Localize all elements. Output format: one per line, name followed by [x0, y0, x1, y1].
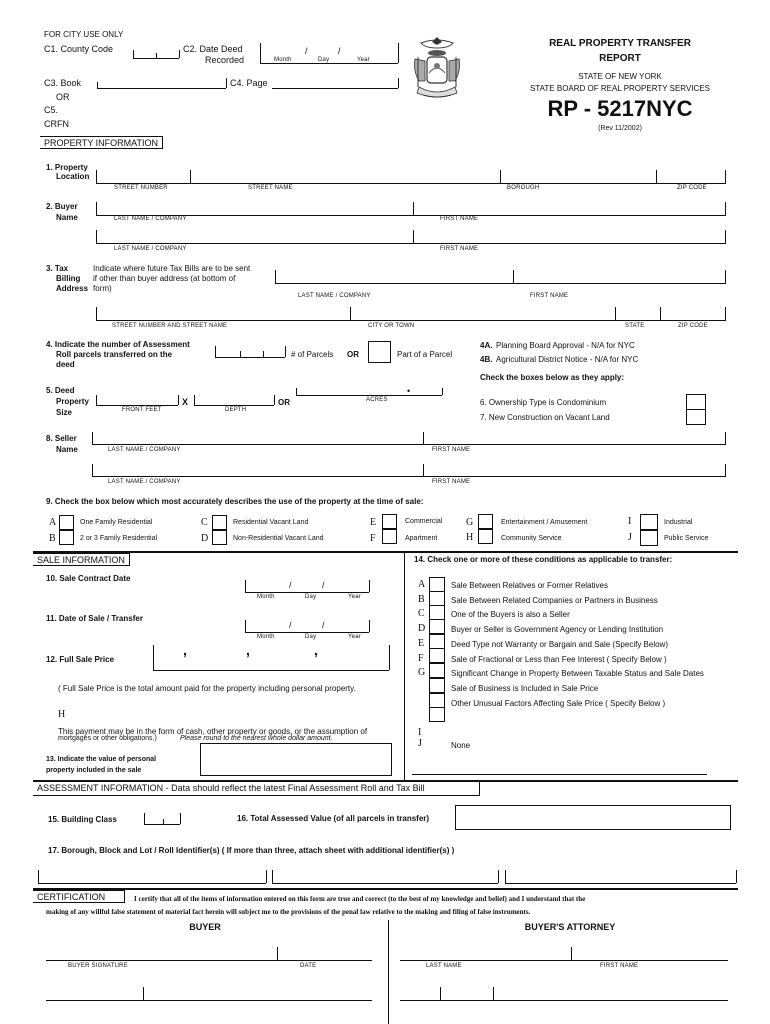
- field-tick: [725, 202, 726, 215]
- buyer-name-label: 2. Buyer: [46, 202, 78, 211]
- first-name-label: FIRST NAME: [432, 479, 471, 485]
- use-checkbox-j[interactable]: [640, 530, 658, 546]
- condition-checkbox-i[interactable]: [429, 693, 445, 708]
- parcels-label-3: deed: [56, 360, 75, 369]
- county-code-label: C1. County Code: [44, 44, 114, 54]
- condition-label-b: Sale Between Related Companies or Partners in Business: [451, 596, 658, 605]
- condition-checkbox-j[interactable]: [429, 707, 445, 722]
- condition-letter: E: [418, 638, 425, 649]
- condition-label-d: Buyer or Seller is Government Agency or Lending Institution: [451, 625, 664, 634]
- or-label: OR: [347, 350, 359, 359]
- condition-label-c: One of the Buyers is also a Seller: [451, 610, 570, 619]
- last-name-company-label: LAST NAME / COMPANY: [108, 447, 181, 453]
- or-label: OR: [278, 398, 290, 407]
- condition-label-e: Deed Type not Warranty or Bargain and Sale (Specify Below): [451, 640, 668, 649]
- date-slash: /: [322, 580, 325, 590]
- planning-board-label: Planning Board Approval - N/A for NYC: [496, 341, 635, 350]
- field-tick: [493, 987, 494, 1000]
- deed-size-label-3: Size: [56, 408, 73, 417]
- form-title: REAL PROPERTY TRANSFER: [549, 38, 691, 49]
- full-sale-price-field[interactable]: [153, 670, 389, 671]
- assessment-information-header: ASSESSMENT INFORMATION - Data should reflect the latest Final Assessment Roll and Tax Bill: [33, 781, 480, 796]
- condition-label-g: Significant Change in Property Between Taxable Status and Sale Dates: [451, 669, 704, 678]
- field-tick: [275, 270, 276, 283]
- none-label: None: [451, 741, 471, 750]
- street-number-label: STREET NUMBER: [114, 185, 168, 191]
- payment-note-2: mortgages or other obligations.): [58, 735, 157, 742]
- building-class-label: 15. Building Class: [48, 815, 117, 824]
- buyer-heading: BUYER: [189, 922, 221, 932]
- date-label: DATE: [300, 963, 317, 969]
- use-label-a: One Family Residential: [80, 519, 153, 526]
- field-tick: [272, 870, 273, 883]
- field-tick: [277, 947, 278, 960]
- thousands-comma: ,: [246, 642, 250, 658]
- field-tick: [736, 870, 737, 883]
- last-name-company-label: LAST NAME / COMPANY: [108, 479, 181, 485]
- conditions-explanation-field[interactable]: [412, 774, 707, 775]
- field-tick: [274, 395, 275, 405]
- zip-code-label: ZIP CODE: [677, 185, 707, 191]
- attorney-first-name-label: FIRST NAME: [600, 963, 639, 969]
- certification-header: CERTIFICATION: [33, 890, 125, 903]
- column-divider: [404, 553, 405, 781]
- use-letter: F: [370, 533, 376, 544]
- condition-letter: F: [418, 653, 424, 664]
- date-slash: /: [338, 46, 341, 56]
- ny-state-seal-icon: [407, 33, 467, 123]
- use-checkbox-h[interactable]: [478, 529, 493, 544]
- use-checkbox-f[interactable]: [382, 529, 397, 544]
- buyer-name-field-1[interactable]: [96, 215, 726, 216]
- use-checkbox-b[interactable]: [59, 530, 74, 545]
- check-boxes-instruction: Check the boxes below as they apply:: [480, 373, 625, 382]
- acres-decimal-point: •: [407, 386, 411, 396]
- property-location-label: 1. Property: [46, 163, 88, 172]
- last-name-company-label: LAST NAME / COMPANY: [114, 246, 187, 252]
- depth-field[interactable]: [194, 405, 274, 406]
- planning-4a-number: 4A.: [480, 341, 493, 350]
- crfn-label-2: CRFN: [44, 119, 69, 129]
- form-revision: (Rev 11/2002): [598, 125, 642, 132]
- condition-label-i: Other Unusual Factors Affecting Sale Price ( Specify Below ): [451, 699, 666, 708]
- personal-property-label-2: property included in the sale: [46, 767, 142, 774]
- field-tick: [350, 307, 351, 320]
- parcels-label-2: Roll parcels transferred on the: [56, 350, 173, 359]
- transfer-date-field[interactable]: [245, 632, 369, 633]
- field-tick: [260, 43, 261, 63]
- state-col-label: STATE: [625, 323, 645, 329]
- attorney-name-field[interactable]: [400, 960, 728, 961]
- condominium-label: 6. Ownership Type is Condominium: [480, 398, 607, 407]
- condition-letter: A: [418, 579, 426, 590]
- use-letter: C: [201, 517, 208, 528]
- field-tick: [725, 432, 726, 444]
- buyer-signature-field[interactable]: [46, 960, 372, 961]
- seller-name-label-2: Name: [56, 445, 78, 454]
- field-tick: [153, 645, 154, 670]
- field-tick: [190, 170, 191, 183]
- form-number: RP - 5217NYC: [547, 96, 693, 121]
- use-checkbox-c[interactable]: [212, 515, 227, 530]
- condition-label-h: Sale of Business is Included in Sale Price: [451, 684, 599, 693]
- field-tick: [615, 307, 616, 320]
- date-recorded-label: C2. Date Deed: [183, 44, 243, 54]
- h-letter: H: [58, 709, 66, 720]
- size-x-separator: X: [182, 397, 189, 407]
- tax-billing-desc-2: if other than buyer address (at bottom of: [93, 274, 236, 283]
- condition-label-a: Sale Between Relatives or Former Relatives: [451, 581, 608, 590]
- seller-name-label: 8. Seller: [46, 434, 77, 443]
- field-tick: [245, 620, 246, 632]
- use-label-d: Non-Residential Vacant Land: [233, 535, 324, 542]
- use-label-f: Apartment: [405, 535, 438, 542]
- use-label-j: Public Service: [664, 535, 709, 542]
- use-label-g: Entertainment / Amusement: [501, 519, 588, 526]
- field-tick: [38, 870, 39, 883]
- deed-size-label: 5. Deed: [46, 386, 75, 395]
- use-letter: I: [628, 516, 632, 527]
- seller-name-field-2[interactable]: [92, 476, 726, 477]
- use-checkbox-g[interactable]: [478, 514, 493, 529]
- page-label: C4. Page: [230, 78, 268, 88]
- property-information-header: PROPERTY INFORMATION: [40, 136, 163, 149]
- condition-label-f: Sale of Fractional or Less than Fee Interest ( Specify Below ): [451, 655, 667, 664]
- condition-checkbox-d[interactable]: [429, 619, 445, 634]
- date-recorded-label-2: Recorded: [205, 55, 245, 65]
- total-assessed-label: 16. Total Assessed Value (of all parcels in transfer): [237, 814, 430, 823]
- borough-label: BOROUGH: [507, 185, 540, 191]
- parcels-label: 4. Indicate the number of Assessment: [46, 340, 190, 349]
- certification-text: I certify that all of the items of information entered on this form are true and correct (to the best of my knowledge and belief) and I understand that the: [134, 895, 586, 903]
- field-tick: [725, 230, 726, 243]
- sale-information-header: SALE INFORMATION: [33, 553, 130, 566]
- acres-field[interactable]: [296, 395, 442, 396]
- use-label-c: Residential Vacant Land: [233, 519, 309, 526]
- agri-4b-number: 4B.: [480, 355, 493, 364]
- day-label: Day: [318, 57, 330, 63]
- year-label: Year: [348, 634, 361, 640]
- attorney-last-name-label: LAST NAME: [426, 963, 462, 969]
- field-tick: [440, 987, 441, 1000]
- personal-property-field[interactable]: [200, 743, 392, 776]
- personal-property-label: 13. Indicate the value of personal: [46, 756, 157, 763]
- use-letter: A: [49, 517, 57, 528]
- use-checkbox-i[interactable]: [640, 514, 658, 530]
- attorney-phone-field[interactable]: [400, 1000, 728, 1001]
- payment-note: This payment may be in the form of cash, other property or goods, or the assumption of: [58, 727, 368, 736]
- field-tick: [369, 620, 370, 632]
- date-slash: /: [289, 620, 292, 630]
- field-tick: [92, 464, 93, 476]
- field-tick: [96, 230, 97, 243]
- use-letter: E: [370, 517, 377, 528]
- book-field[interactable]: [97, 88, 226, 89]
- city-or-town-label: CITY OR TOWN: [368, 323, 415, 329]
- field-tick: [656, 170, 657, 183]
- deed-size-label-2: Property: [56, 397, 89, 406]
- buyer-signature-label: BUYER SIGNATURE: [68, 963, 128, 969]
- field-tick: [143, 987, 144, 1000]
- part-of-parcel-label: Part of a Parcel: [397, 350, 453, 359]
- field-tick: [571, 947, 572, 960]
- buyer-name-label-2: Name: [56, 213, 78, 222]
- field-tick: [442, 388, 443, 395]
- month-label: Month: [274, 57, 292, 63]
- conditions-title: 14. Check one or more of these conditions as applicable to transfer:: [414, 555, 673, 564]
- building-class-field[interactable]: [144, 824, 180, 825]
- field-tick: [96, 307, 97, 320]
- field-tick: [505, 870, 506, 883]
- field-tick: [498, 870, 499, 883]
- condition-checkbox-a[interactable]: [429, 577, 445, 592]
- condition-checkbox-h[interactable]: [429, 678, 445, 693]
- county-code-field[interactable]: [133, 58, 179, 59]
- field-tick: [156, 53, 157, 58]
- front-feet-label: FRONT FEET: [122, 407, 162, 413]
- buyer-name-field-2[interactable]: [96, 243, 726, 244]
- use-checkbox-a[interactable]: [59, 515, 74, 530]
- last-name-company-label: LAST NAME / COMPANY: [298, 293, 371, 299]
- thousands-comma: ,: [314, 642, 318, 658]
- field-tick: [178, 395, 179, 405]
- field-tick: [180, 813, 181, 824]
- roll-identifier-field-2[interactable]: [272, 883, 498, 884]
- condition-checkbox-c[interactable]: [429, 605, 445, 620]
- field-tick: [660, 307, 661, 320]
- date-recorded-field[interactable]: [260, 63, 398, 64]
- front-feet-field[interactable]: [96, 405, 178, 406]
- field-tick: [725, 170, 726, 183]
- field-tick: [285, 346, 286, 357]
- field-tick: [240, 351, 241, 357]
- condition-letter: C: [418, 608, 425, 619]
- num-parcels-field[interactable]: [215, 357, 285, 358]
- use-letter: J: [628, 532, 632, 543]
- transfer-date-label: 11. Date of Sale / Transfer: [46, 614, 143, 623]
- for-city-use-label: FOR CITY USE ONLY: [44, 30, 124, 39]
- field-tick: [725, 464, 726, 476]
- first-name-label: FIRST NAME: [530, 293, 569, 299]
- condition-checkbox-f[interactable]: [429, 648, 445, 663]
- or-label: OR: [56, 92, 70, 102]
- condition-letter: G: [418, 667, 426, 678]
- roll-identifier-field-3[interactable]: [505, 883, 736, 884]
- agricultural-district-label: Agricultural District Notice - N/A for NYC: [496, 355, 639, 364]
- num-parcels-label: # of Parcels: [291, 350, 334, 359]
- field-tick: [413, 230, 414, 243]
- certification-text-2: making of any willful false statement of material fact herein will subject me to the provisions of the penal law relative to the making and filing of false instruments.: [46, 908, 531, 916]
- tax-billing-address-field[interactable]: [96, 320, 726, 321]
- date-slash: /: [322, 620, 325, 630]
- total-assessed-field[interactable]: [455, 805, 731, 830]
- month-label: Month: [257, 594, 275, 600]
- tax-billing-label-3: Address: [56, 284, 89, 293]
- contract-date-label: 10. Sale Contract Date: [46, 574, 131, 583]
- new-construction-label: 7. New Construction on Vacant Land: [480, 413, 610, 422]
- month-label: Month: [257, 634, 275, 640]
- field-tick: [389, 645, 390, 670]
- condition-checkbox-e[interactable]: [429, 634, 445, 649]
- field-tick: [245, 580, 246, 592]
- last-name-company-label: LAST NAME / COMPANY: [114, 216, 187, 222]
- state-label: STATE OF NEW YORK: [578, 72, 662, 81]
- tax-billing-desc: Indicate where future Tax Bills are to be sent: [93, 264, 251, 273]
- contract-date-field[interactable]: [245, 592, 369, 593]
- first-name-label: FIRST NAME: [440, 246, 479, 252]
- form-title-2: REPORT: [599, 53, 641, 64]
- field-tick: [194, 395, 195, 405]
- field-tick: [144, 813, 145, 824]
- full-sale-price-label: 12. Full Sale Price: [46, 655, 115, 664]
- day-label: Day: [305, 634, 317, 640]
- field-tick: [413, 202, 414, 215]
- column-divider: [388, 920, 389, 1024]
- buyer-address-field[interactable]: [46, 1000, 372, 1001]
- field-tick: [266, 870, 267, 883]
- condition-letter: D: [418, 623, 426, 634]
- use-label-e: Commercial: [405, 518, 443, 525]
- field-tick: [226, 78, 227, 88]
- field-tick: [96, 395, 97, 405]
- full-price-note: ( Full Sale Price is the total amount paid for the property including personal property.: [58, 684, 356, 693]
- tax-billing-desc-3: form): [93, 284, 112, 293]
- condominium-checkbox[interactable]: [686, 394, 706, 410]
- field-tick: [92, 432, 93, 444]
- page-field[interactable]: [272, 88, 398, 89]
- crfn-label: C5.: [44, 105, 59, 115]
- i-letter: I: [418, 727, 422, 738]
- field-tick: [133, 50, 134, 58]
- field-tick: [96, 202, 97, 215]
- field-tick: [296, 388, 297, 395]
- tax-billing-label: 3. Tax: [46, 264, 69, 273]
- field-tick: [215, 346, 216, 357]
- property-use-question: 9. Check the box below which most accurately describes the use of the property at the time of sale:: [46, 497, 424, 506]
- part-of-parcel-checkbox[interactable]: [368, 341, 391, 363]
- use-letter: G: [466, 517, 474, 528]
- use-letter: D: [201, 533, 209, 544]
- depth-label: DEPTH: [225, 407, 247, 413]
- use-checkbox-e[interactable]: [382, 514, 397, 529]
- book-label: C3. Book: [44, 78, 82, 88]
- first-name-label: FIRST NAME: [440, 216, 479, 222]
- field-tick: [163, 819, 164, 824]
- use-label-b: 2 or 3 Family Residential: [80, 535, 158, 542]
- year-label: Year: [348, 594, 361, 600]
- field-tick: [500, 170, 501, 183]
- field-tick: [725, 307, 726, 320]
- street-number-and-name-label: STREET NUMBER AND STREET NAME: [112, 323, 228, 329]
- tax-billing-name-field[interactable]: [275, 283, 726, 284]
- field-tick: [423, 464, 424, 476]
- buyers-attorney-heading: BUYER'S ATTORNEY: [524, 922, 616, 932]
- field-tick: [725, 270, 726, 283]
- year-label: Year: [357, 57, 370, 63]
- seller-name-field-1[interactable]: [92, 444, 726, 445]
- new-construction-checkbox[interactable]: [686, 409, 706, 425]
- condition-checkbox-g[interactable]: [429, 663, 445, 678]
- zip-code-label: ZIP CODE: [678, 323, 708, 329]
- borough-block-lot-label: 17. Borough, Block and Lot / Roll Identifier(s) ( If more than three, attach sheet with additional identifier(s) ): [48, 846, 455, 855]
- property-location-label-2: Location: [56, 172, 90, 181]
- thousands-comma: ,: [183, 642, 187, 658]
- use-checkbox-d[interactable]: [212, 530, 227, 545]
- board-label: STATE BOARD OF REAL PROPERTY SERVICES: [530, 84, 710, 93]
- date-slash: /: [289, 580, 292, 590]
- field-tick: [179, 50, 180, 58]
- field-tick: [369, 580, 370, 592]
- use-label-h: Community Service: [501, 535, 562, 542]
- property-location-field[interactable]: [96, 183, 726, 184]
- payment-note-3: Please round to the nearest whole dollar amount.: [180, 735, 333, 742]
- condition-checkbox-b[interactable]: [429, 591, 445, 606]
- use-letter: H: [466, 532, 474, 543]
- tax-billing-label-2: Billing: [56, 274, 81, 283]
- condition-letter: B: [418, 594, 425, 605]
- field-tick: [96, 170, 97, 183]
- field-tick: [263, 351, 264, 357]
- use-letter: B: [49, 533, 56, 544]
- j-letter: J: [418, 738, 422, 749]
- field-tick: [513, 270, 514, 283]
- section-divider: [33, 888, 738, 890]
- section-divider: [33, 551, 738, 553]
- street-name-label: STREET NAME: [248, 185, 293, 191]
- acres-label: ACRES: [366, 397, 388, 403]
- use-label-i: Industrial: [664, 519, 693, 526]
- date-slash: /: [305, 46, 308, 56]
- field-tick: [398, 43, 399, 63]
- field-tick: [97, 82, 98, 88]
- roll-identifier-field-1[interactable]: [38, 883, 266, 884]
- field-tick: [423, 432, 424, 444]
- day-label: Day: [305, 594, 317, 600]
- first-name-label: FIRST NAME: [432, 447, 471, 453]
- field-tick: [398, 78, 399, 88]
